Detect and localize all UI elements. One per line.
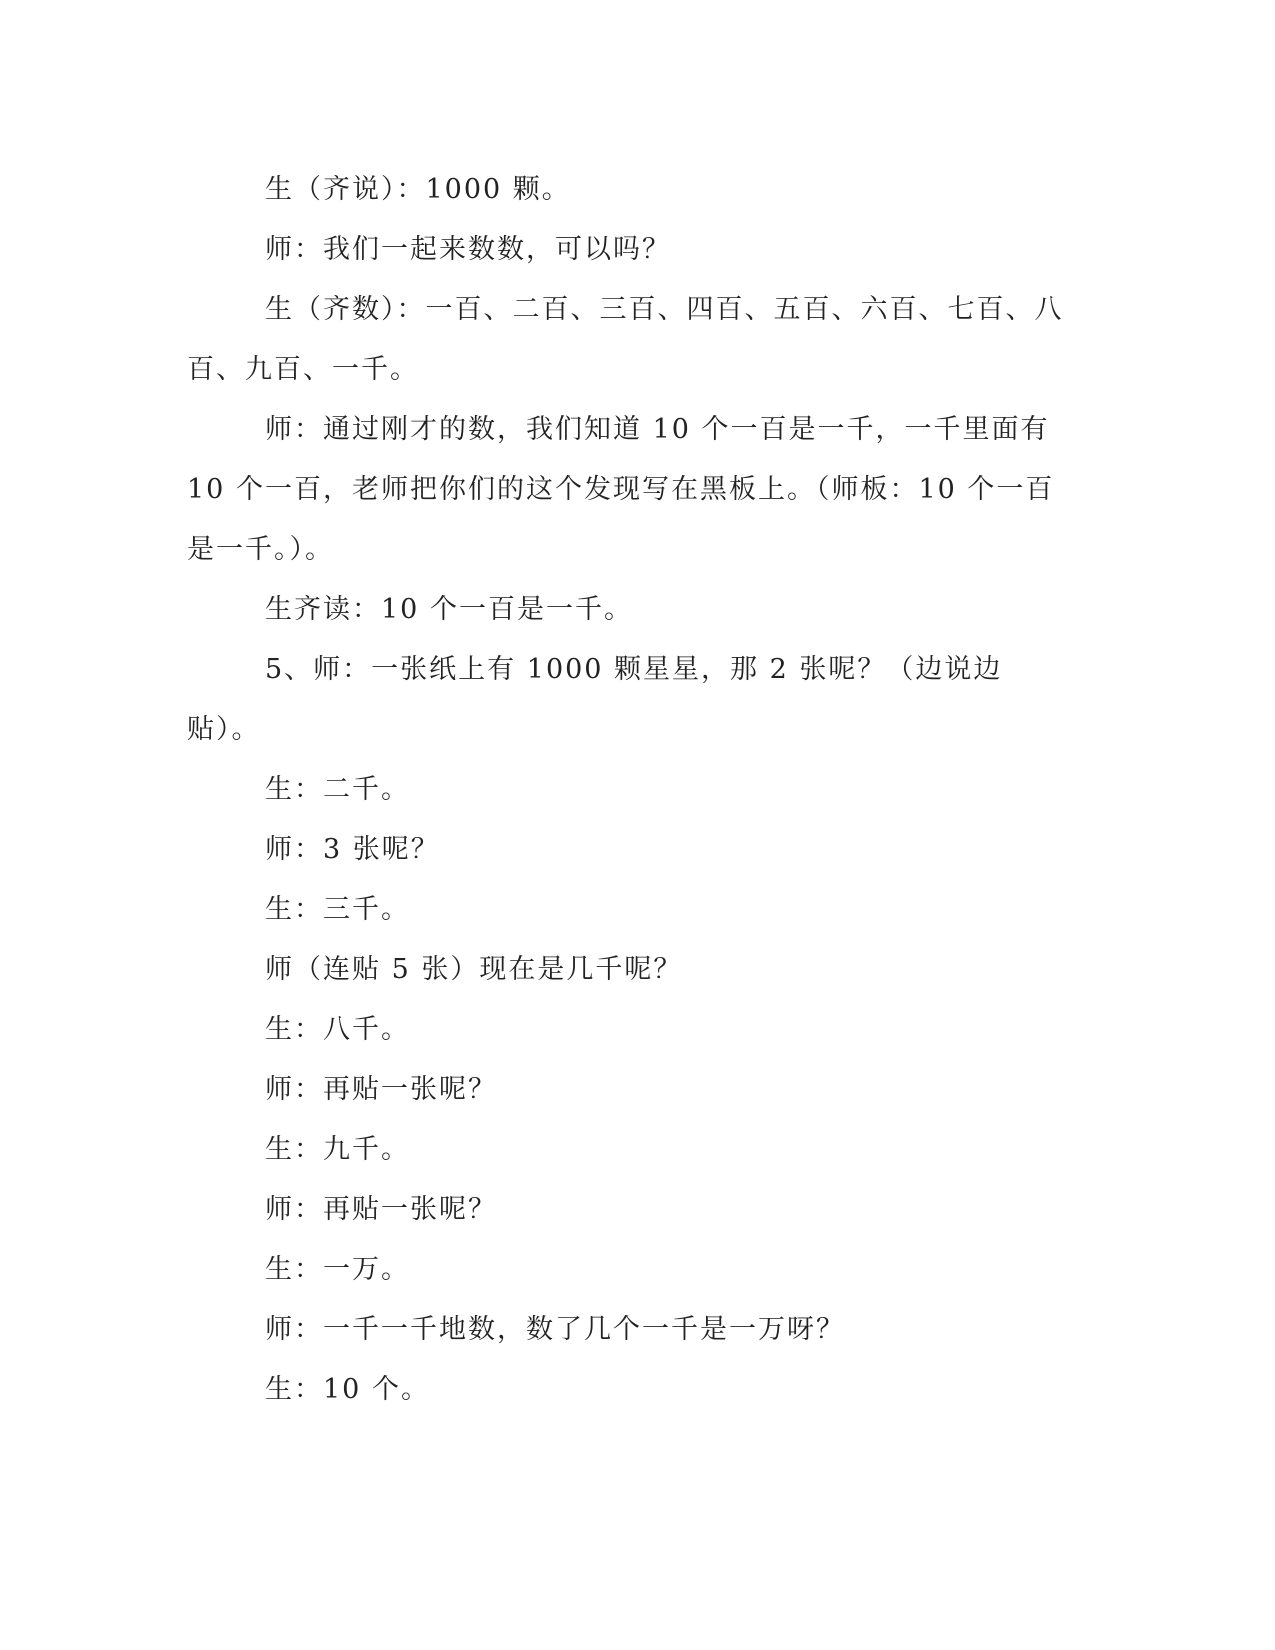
- paragraph: 5、师：一张纸上有 1000 颗星星，那 2 张呢？（边说边贴）。: [187, 654, 1003, 745]
- paragraph: 师（连贴 5 张）现在是几千呢？: [265, 954, 683, 985]
- paragraph: 师：一千一千地数，数了几个一千是一万呀？: [265, 1314, 845, 1345]
- paragraph: 生：一万。: [265, 1254, 410, 1285]
- paragraph: 师：3 张呢？: [265, 834, 440, 865]
- paragraph: 生齐读：10 个一百是一千。: [265, 594, 633, 625]
- paragraph: 生：10 个。: [265, 1374, 430, 1405]
- paragraph: 师：再贴一张呢？: [265, 1074, 497, 1105]
- paragraph: 生：三千。: [265, 894, 410, 925]
- paragraph: 生：八千。: [265, 1014, 410, 1045]
- paragraph: 生：二千。: [265, 774, 410, 805]
- paragraph: 生（齐数）：一百、二百、三百、四百、五百、六百、七百、八百、九百、一千。: [187, 294, 1064, 385]
- paragraph: 师：再贴一张呢？: [265, 1194, 497, 1225]
- document-body: [187, 160, 1067, 1420]
- paragraph: 生（齐说）：1000 颗。: [265, 174, 571, 205]
- paragraph: 师：通过刚才的数，我们知道 10 个一百是一千，一千里面有 10 个一百，老师把你们的这个发现写在黑板上。（师板：10 个一百是一千。）。: [187, 414, 1055, 565]
- paragraph: 师：我们一起来数数，可以吗？: [265, 234, 671, 265]
- paragraph: 生：九千。: [265, 1134, 410, 1165]
